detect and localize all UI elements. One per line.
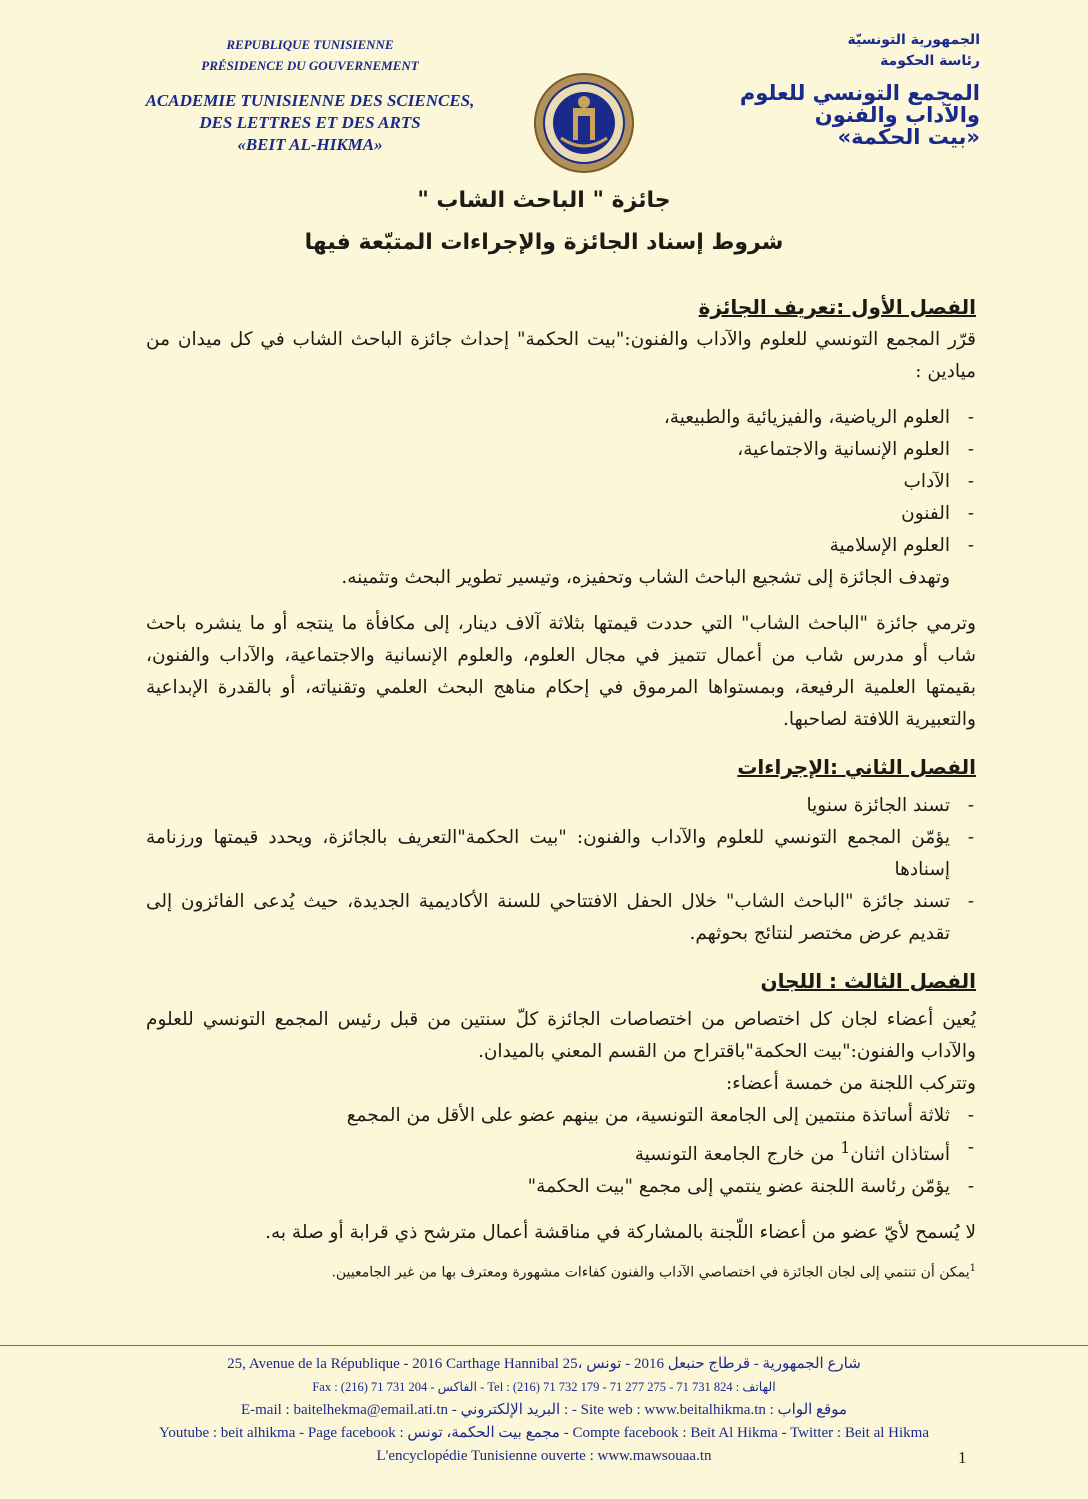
- list-item: - العلوم الإنسانية والاجتماعية،: [737, 439, 974, 460]
- fr-academy-line3: «BEIT AL-HIKMA»: [237, 135, 383, 154]
- footer-phone: Fax : (216) 71 731 204 - الفاكس - Tel : (216) 71 732 179 - 71 277 275 - 71 731 824 : الهاتف: [312, 1380, 776, 1394]
- list-item: - أستاذان اثنان$^1$ من خارج الجامعة التونسية: [634, 1137, 974, 1166]
- header-arabic: [700, 30, 980, 148]
- section3-heading: الفصل الثالث : اللجان: [760, 969, 976, 993]
- section2-heading: الفصل الثاني :الإجراءات: [737, 755, 976, 779]
- document-body: [146, 290, 976, 1297]
- section1-paragraph: وترمي جائزة "الباحث الشاب" التي حددت قيمتها بثلاثة آلاف دينار، إلى مكافأة ما ينتجه أو ما ينشره باحث شاب أو مدرس شاب من أعمال تتميز في مجال العلوم، والعلوم الإنسانية والاجتماعية، والآداب والفنون، بقيمتها العلمية الرفيعة، وبمستواها المرموق في إحكام مناهج البحث العلمي وتقنياته، أو بالقدرة الإبداعية والتعبيرية اللافتة لصاحبها.: [146, 613, 976, 730]
- section3-restriction: لا يُسمح لأيّ عضو من أعضاء اللّجنة بالمشاركة في مناقشة أعمال مترشح ذي قرابة أو صلة به.: [265, 1222, 976, 1244]
- footer-encyclopedia: L'encyclopédie Tunisienne ouverte : www.mawsouaa.tn: [376, 1448, 712, 1464]
- list-item: - تسند جائزة "الباحث الشاب" خلال الحفل الافتتاحي للسنة الأكاديمية الجديدة، حيث يُدعى الفائزون إلى تقديم عرض مختصر لنتائج بحوثهم.: [146, 891, 974, 944]
- footer-social: Youtube : beit alhikma - Page facebook : مجمع بيت الحكمة، تونس - Compte facebook : Beit Al Hikma - Twitter : Beit al Hikma: [158, 1425, 929, 1441]
- list-item: - العلوم الإسلامية: [829, 535, 974, 556]
- footer-address: 25, Avenue de la République - 2016 Carthage Hannibal 25، شارع الجمهورية - قرطاج حنبعل 2016 - تونس: [227, 1356, 861, 1372]
- list-item: - يؤمّن رئاسة اللجنة عضو ينتمي إلى مجمع "بيت الحكمة": [527, 1176, 974, 1198]
- section3-composition: وتتركب اللجنة من خمسة أعضاء:: [725, 1073, 976, 1094]
- document-title: جائزة " الباحث الشاب ": [417, 188, 671, 213]
- list-item: - الفنون: [901, 503, 974, 524]
- list-item: - العلوم الرياضية، والفيزيائية والطبيعية،: [663, 407, 974, 428]
- footer-email: E-mail : baitelhekma@email.ati.tn - البريد الإلكتروني : - Site web : www.beitalhikma.tn : موقع الواب: [240, 1402, 847, 1418]
- ar-republic: الجمهورية التونسيّة: [847, 32, 980, 48]
- footer: [0, 1353, 1088, 1468]
- document-subtitle: شروط إسناد الجائزة والإجراءات المتبّعة فيها: [304, 230, 784, 255]
- footer-divider: [0, 1345, 1088, 1346]
- footnote: $^1$يمكن أن تنتمي إلى لجان الجائزة في اختصاصي الآداب والفنون كفاءات مشهورة ومعترف بها من غير الجامعيين.: [331, 1263, 976, 1281]
- list-item: - يؤمّن المجمع التونسي للعلوم والآداب والفنون: "بيت الحكمة"التعريف بالجائزة، ويحدد قيمتها ورزنامة إسنادها: [146, 827, 974, 880]
- ar-academy-line1: المجمع التونسي للعلوم: [739, 81, 980, 105]
- list-item: - ثلاثة أساتذة منتمين إلى الجامعة التونسية، من بينهم عضو على الأقل من المجمع: [346, 1105, 974, 1126]
- section1-intro: قرّر المجمع التونسي للعلوم والآداب والفنون:"بيت الحكمة" إحداث جائزة الباحث الشاب في كل ميدان من ميادين :: [146, 329, 976, 382]
- section1-heading: الفصل الأول :تعريف الجائزة: [698, 295, 976, 319]
- fr-republic: REPUBLIQUE TUNISIENNE: [226, 37, 394, 52]
- academy-logo-icon: [533, 72, 635, 174]
- fr-academy-line1: ACADEMIE TUNISIENNE DES SCIENCES,: [145, 91, 475, 110]
- ar-academy-line2: والآداب والفنون: [814, 103, 980, 127]
- list-item: - الآداب: [903, 471, 974, 492]
- ar-presidency: رئاسة الحكومة: [880, 53, 980, 69]
- fr-academy-line2: DES LETTRES ET DES ARTS: [199, 113, 421, 132]
- header-french: [100, 34, 520, 156]
- ar-academy-line3: «بيت الحكمة»: [837, 125, 980, 149]
- page-number: 1: [958, 1448, 967, 1467]
- fr-presidency: PRÉSIDENCE DU GOUVERNEMENT: [201, 58, 419, 73]
- section3-intro: يُعين أعضاء لجان كل اختصاص من اختصاصات الجائزة كلّ سنتين من قبل رئيس المجمع التونسي للعلوم والآداب والفنون:"بيت الحكمة"باقتراح من القسم المعني بالميدان.: [146, 1009, 976, 1062]
- footnote-marker: 1: [840, 1139, 851, 1157]
- list-item: - تسند الجائزة سنويا: [806, 795, 974, 816]
- section1-goal: وتهدف الجائزة إلى تشجيع الباحث الشاب وتحفيزه، وتيسير تطوير البحث وتثمينه.: [341, 567, 950, 588]
